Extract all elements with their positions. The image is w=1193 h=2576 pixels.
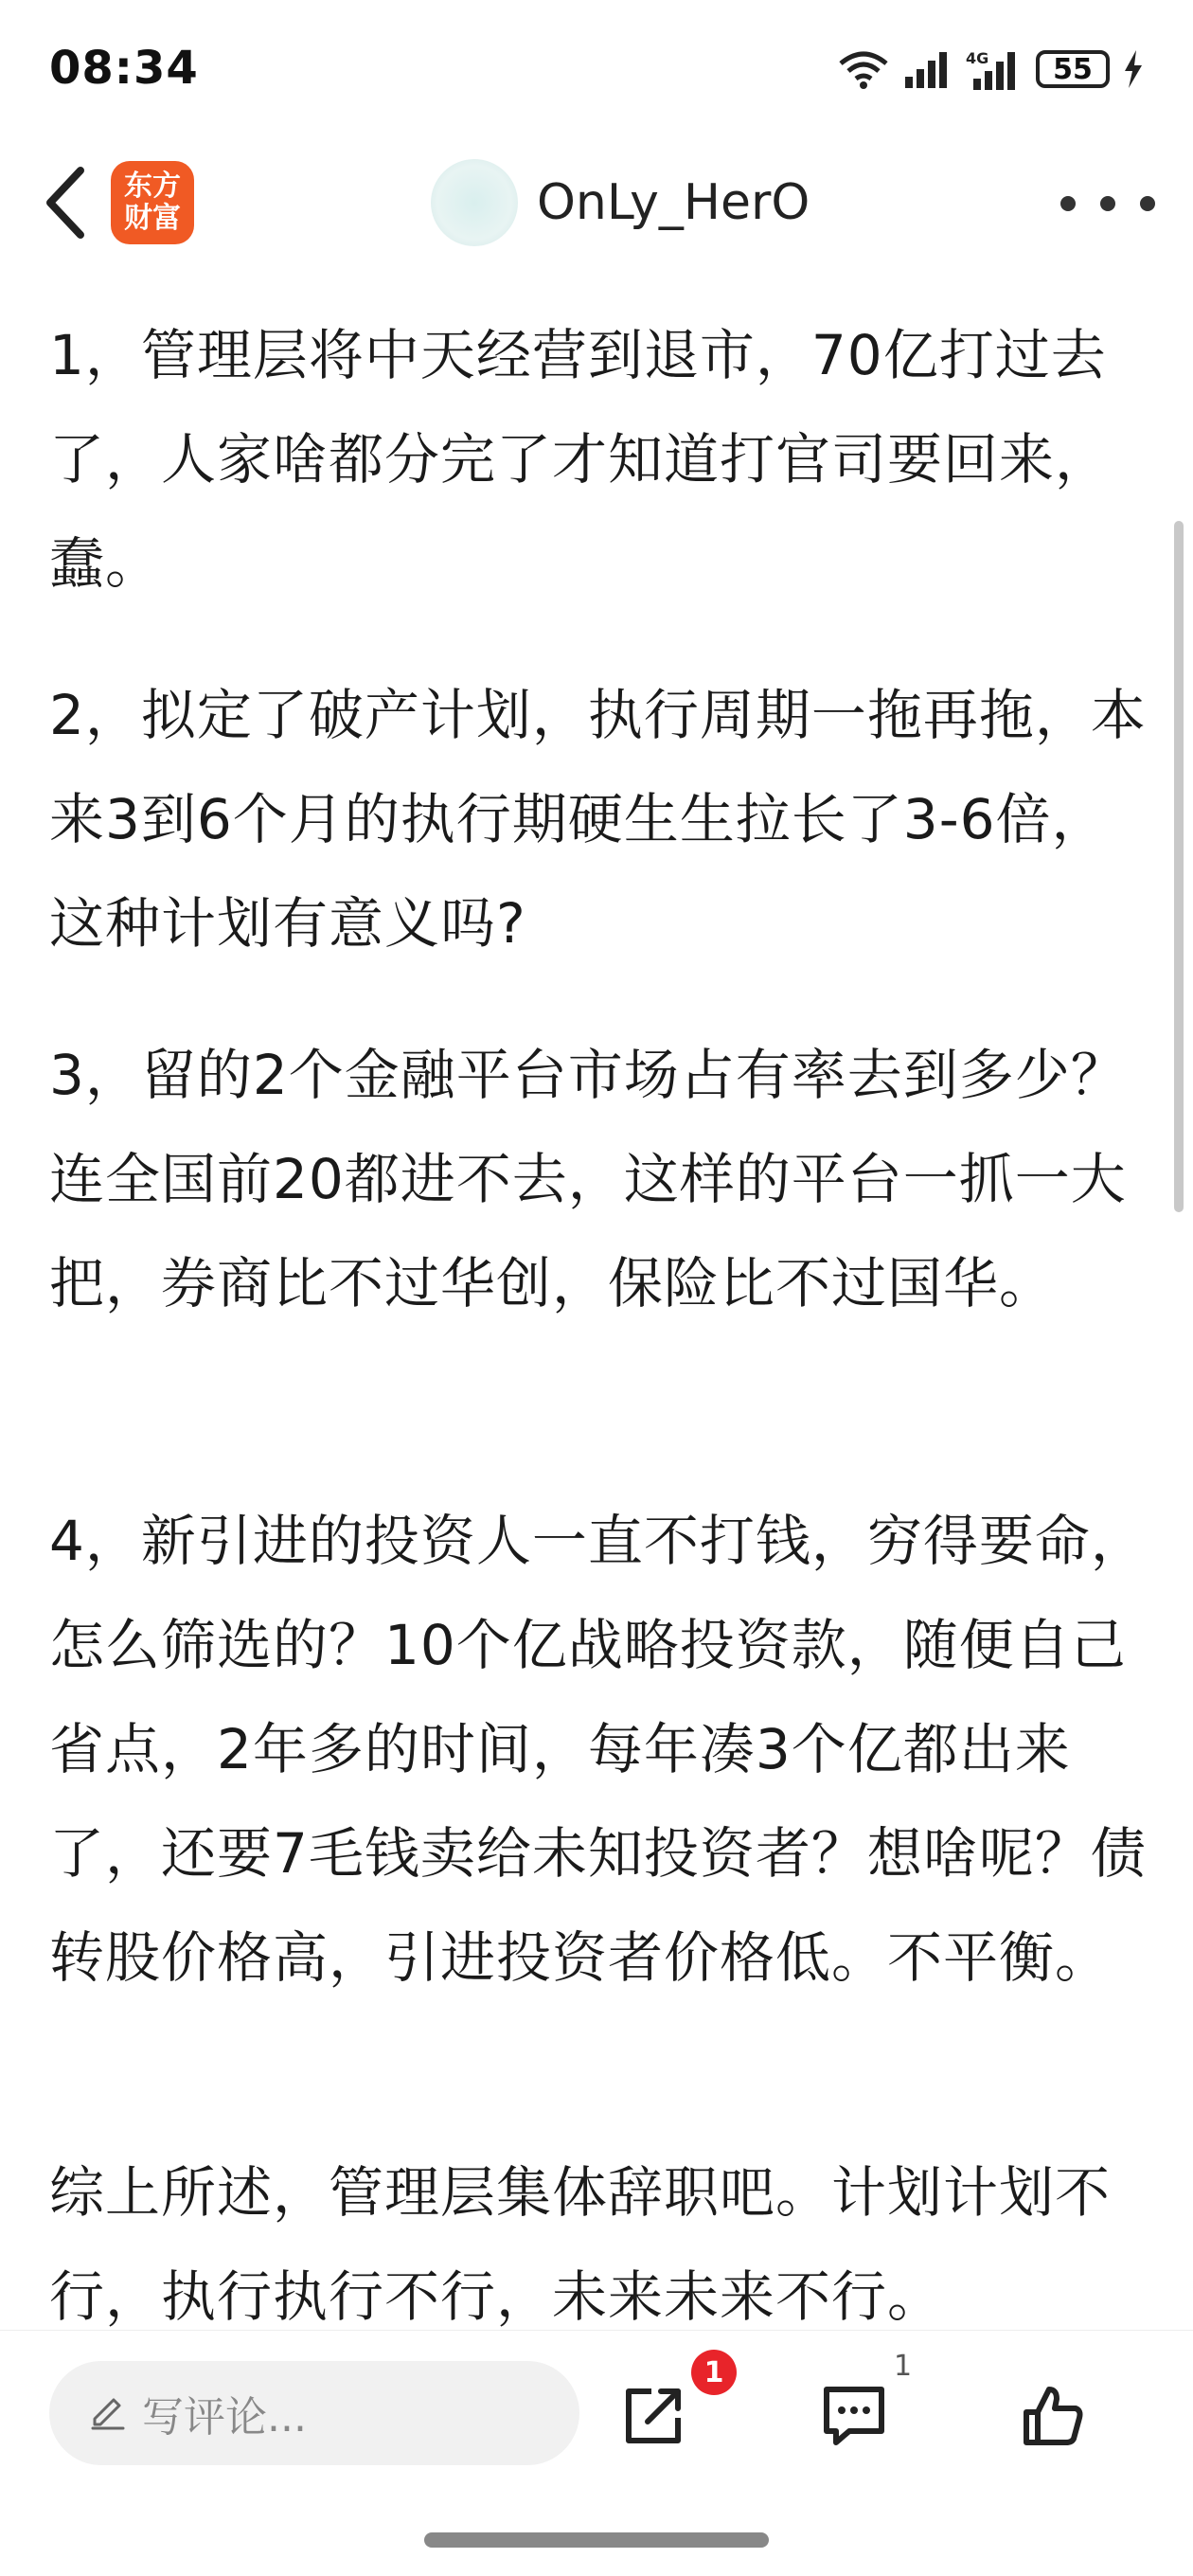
status-time: 08:34 [49,42,199,95]
like-button[interactable] [1006,2369,1100,2463]
status-bar [0,0,1193,142]
signal-4g-icon [966,48,1023,90]
home-indicator[interactable] [424,2532,769,2548]
post-paragraph-2: 2，拟定了破产计划，执行周期一拖再拖，本来3到6个月的执行期硬生生拉长了3-6倍，这种计划有意义吗? [49,683,1147,956]
scrollbar[interactable] [1174,521,1184,1212]
svg-text:4G: 4G [966,49,989,67]
username[interactable]: OnLy_HerO [537,174,810,231]
status-icons [837,45,1144,93]
wifi-icon [837,48,890,90]
pencil-icon [87,2392,129,2434]
share-button[interactable] [606,2369,701,2463]
post-paragraph-5: 综上所述，管理层集体辞职吧。计划计划不行，执行执行不行，未来未来不行。 [49,2160,1112,2329]
charging-icon [1123,50,1144,88]
post-paragraph-1: 1，管理层将中天经营到退市，70亿打过去了，人家啥都分完了才知道打官司要回来，蠢。 [49,323,1112,596]
signal-icon [903,50,953,88]
avatar[interactable] [431,159,518,246]
app-logo-line1: 东方 [124,170,181,203]
battery-level: 55 [1053,52,1093,86]
comment-placeholder: 写评论... [142,2393,307,2442]
app-logo[interactable] [111,161,194,244]
thumbs-up-icon [1019,2382,1087,2450]
more-button[interactable] [1060,180,1155,227]
back-button[interactable] [28,165,104,241]
share-icon [619,2382,687,2450]
comment-icon [819,2382,889,2450]
post-paragraph-3: 3，留的2个金融平台市场占有率去到多少？连全国前20都进不去，这样的平台一抓一大把，券商比不过华创，保险比不过国华。 [49,1043,1127,1315]
post-paragraph-4: 4，新引进的投资人一直不打钱，穷得要命，怎么筛选的？10个亿战略投资款，随便自己省点，2年多的时间，每年凑3个亿都出来了，还要7毛钱卖给未知投资者？想啥呢？债转股价格高，引进投资者价格低。不平衡。 [49,1509,1147,1990]
chevron-left-icon [43,165,90,241]
comment-button[interactable] [807,2369,901,2463]
bottom-action-bar [0,2330,1193,2491]
battery-indicator [1036,50,1110,88]
comment-input[interactable] [49,2361,579,2465]
user-profile[interactable] [431,157,810,248]
more-dots-icon [1060,196,1076,211]
share-badge: 1 [691,2350,737,2395]
app-logo-line2: 财富 [124,202,181,235]
comment-count: 1 [894,2350,913,2383]
nav-bar [0,142,1193,265]
